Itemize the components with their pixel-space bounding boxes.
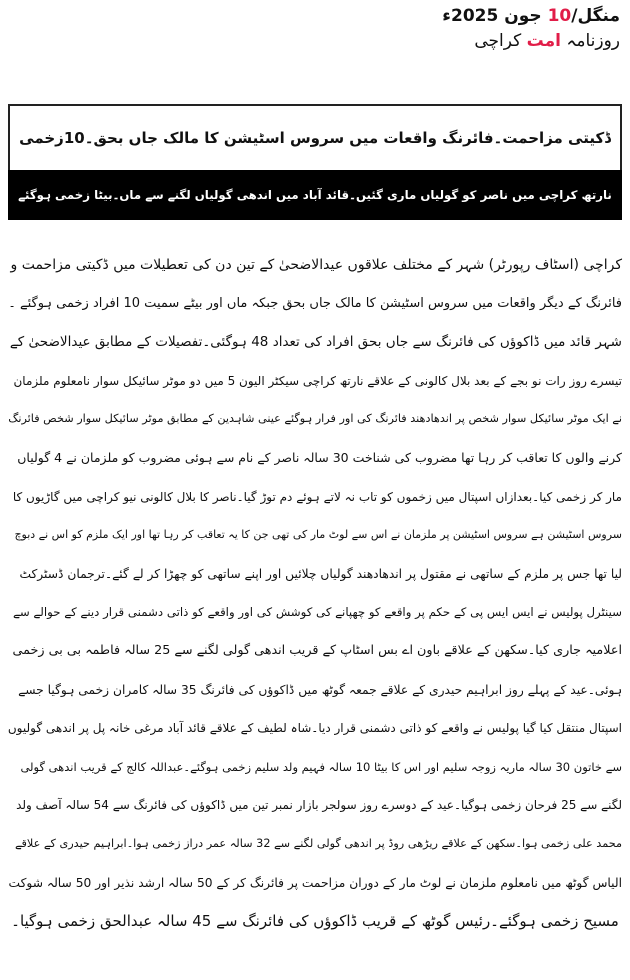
article-line: سروس اسٹیشن ہے سروس اسٹیشن پر ملزمان نے اس سے لوٹ مار کی تھی جن کا یہ تعاقب کر رہا تھا اور ایک ملزم کو اس نے دبوچ xyxy=(14,528,622,542)
article-line: لگنے سے 25 فرحان زخمی ہوگیا۔عید کے دوسرے روز سولجر بازار نمبر تین میں ڈاکوؤں کی فائرنگ سے 54 سالہ آصف ولد xyxy=(16,798,622,813)
article-line: سے خاتون 30 سالہ ماریہ زوجہ سلیم اور اس کا بیٹا 10 سالہ فہیم ولد سلیم زخمی ہوگئے۔عبداللہ کالج کے قریب اندھی گولی xyxy=(20,759,622,774)
paper-brand: امت xyxy=(526,31,561,51)
date-number: 10 xyxy=(547,6,572,26)
subheadline: نارتھ کراچی میں ناصر کو گولیاں ماری گئیں۔قائد آباد میں اندھی گولیاں لگنے سے ماں۔بیٹا زخمی ہوگئے xyxy=(18,188,612,202)
article-line: مار کر زخمی کیا۔بعدازاں اسپتال میں زخموں کو تاب نہ لاتے ہوئے دم توڑ گیا۔ناصر کا بلال کالونی نیو کراچی میں گاڑیوں کا xyxy=(12,489,622,504)
headline-box xyxy=(8,104,622,172)
date-month-year: جون 2025ء xyxy=(442,6,548,26)
article-line: سینٹرل پولیس نے ایس ایس پی کے حکم پر واقعے کو چھپانے کی کوشش کی اور واقعے کو ذاتی دشمنی قرار دینے کے حوالے سے xyxy=(12,605,622,620)
paper-prefix: روزنامہ xyxy=(560,31,620,51)
headline: ڈکیتی مزاحمت۔فائرنگ واقعات میں سروس اسٹیشن کا مالک جاں بحق۔10زخمی xyxy=(19,129,611,147)
masthead xyxy=(320,4,620,54)
article-line: اعلامیہ جاری کیا۔سکھن کے علاقے باون اے بس اسٹاپ کے قریب اندھی گولی لگنے سے 25 سالہ فاطمہ بی بی زخمی xyxy=(12,642,622,658)
article-line: کرنے والوں کا تعاقب کر رہا تھا مضروب کی شناخت 30 سالہ ناصر کے نام سے ہوئی مضروب کو ملزمان نے 4 گولیاں xyxy=(17,449,622,465)
article-line: فائرنگ کے دیگر واقعات میں سروس اسٹیشن کا مالک جاں بحق جبکہ ماں اور بیٹے سمیت 10 افراد زخمی ہوگئے ۔ xyxy=(8,295,622,311)
date-day: منگل/ xyxy=(571,6,620,26)
subheadline-bar xyxy=(8,170,622,220)
article-line: محمد علی زخمی ہوا۔سکھن کے علاقے ریڑھی روڈ پر اندھی گولی لگنے سے 32 سالہ عمر دراز زخمی ہوا۔ابراہیم حیدری کے علاقے xyxy=(14,836,622,850)
article-line: اسپتال منتقل کیا گیا پولیس نے واقعے کو ذاتی دشمنی قرار دیا۔شاہ لطیف کے علاقے قائد آباد مرغی خانہ پل پر اندھی گولیوں xyxy=(7,721,622,736)
article-line: ہوئی۔عید کے پہلے روز ابراہیم حیدری کے علاقے جمعہ گوٹھ میں ڈاکوؤں کی فائرنگ 35 سالہ کامران زخمی ہوگیا جسے xyxy=(18,682,622,697)
article-line: نے ایک موٹر سائیکل سوار شخص پر اندھادھند فائرنگ کی اور فرار ہوگئے عینی شاہدین کے مطابق موٹر سائیکل سوار شخص فائرنگ xyxy=(8,412,622,426)
article-line: شہر قائد میں ڈاکوؤں کی فائرنگ سے جاں بحق افراد کی تعداد 48 ہوگئی۔تفصیلات کے مطابق عیدالاضحیٰ کے xyxy=(9,334,622,351)
article-line: تیسرے روز رات نو بجے کے بعد بلال کالونی کے علاقے نارتھ کراچی سیکٹر الیون 5 میں دو موٹر سائیکل سوار نامعلوم ملزمان xyxy=(13,373,622,388)
article-line: مسیح زخمی ہوگئے۔رئیس گوٹھ کے قریب ڈاکوؤں کی فائرنگ سے 45 سالہ عبدالحق زخمی ہوگیا۔ xyxy=(11,912,619,931)
newspaper-name xyxy=(320,28,620,54)
paper-city: کراچی xyxy=(474,31,527,51)
article-line: لیا تھا جس پر ملزم کے ساتھی نے مقتول پر اندھادھند گولیاں چلائیں اور اپنے ساتھی کو چھڑا کر لے گئے۔ترجمان ڈسٹرکٹ xyxy=(19,566,622,581)
article-line: الیاس گوٹھ میں نامعلوم ملزمان نے لوٹ مار کے دوران مزاحمت پر فائرنگ کر کے 50 سالہ ارشد نذیر اور 50 سالہ شوکت xyxy=(8,875,622,890)
article-line: کراچی (اسٹاف رپورٹر) شہر کے مختلف علاقوں عیدالاضحیٰ کے تین دن کی تعطیلات میں ڈکیتی مزاحمت و xyxy=(10,257,622,273)
article-body xyxy=(8,246,622,941)
publication-date xyxy=(320,4,620,28)
